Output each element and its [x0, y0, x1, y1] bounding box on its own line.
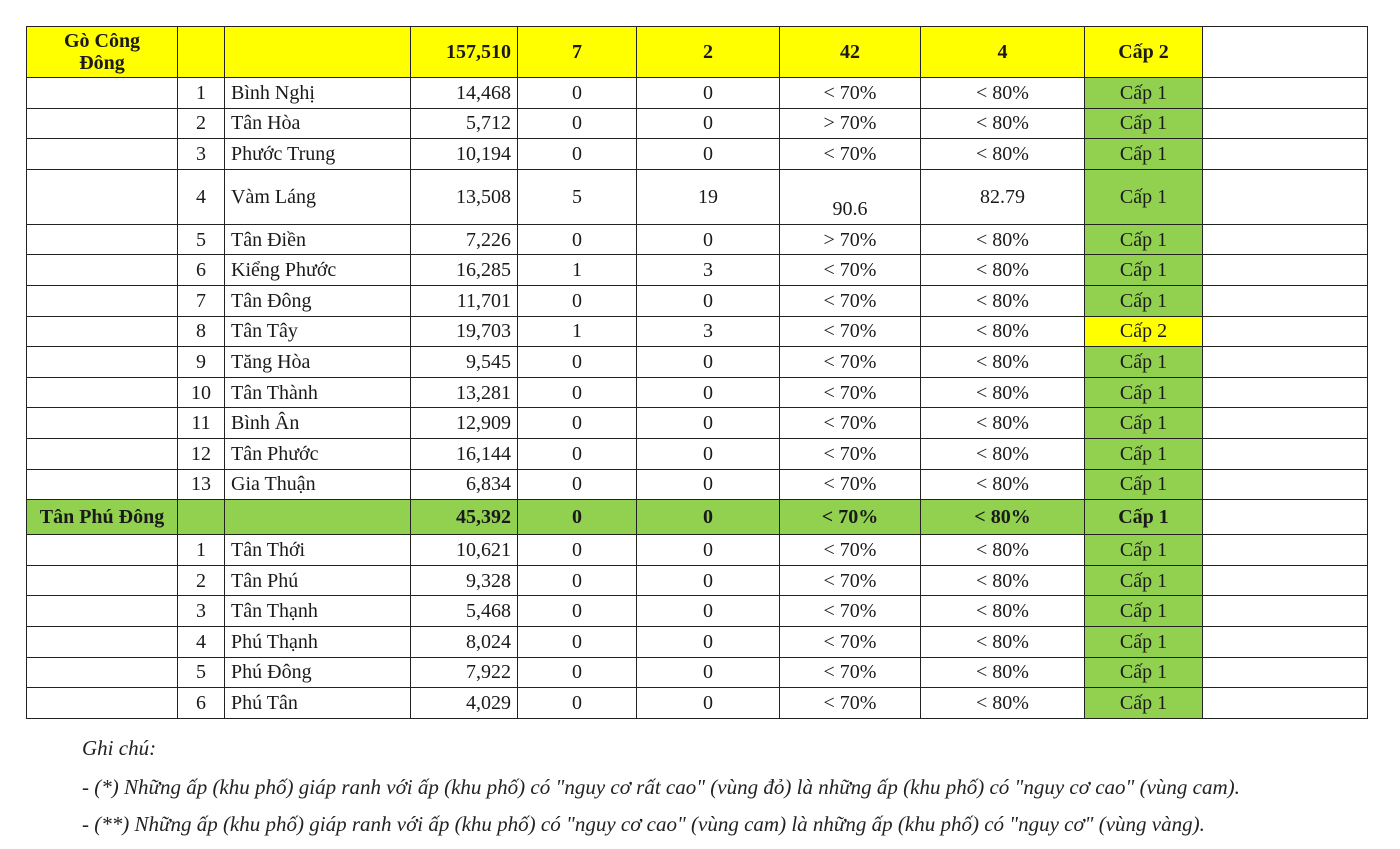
ward-level: Cấp 1 [1085, 108, 1203, 139]
ward-population: 16,285 [411, 255, 518, 286]
ward-c4: 0 [518, 108, 637, 139]
ward-c7: < 80% [921, 285, 1085, 316]
ward-population: 13,508 [411, 169, 518, 224]
ward-level: Cấp 1 [1085, 438, 1203, 469]
ward-name: Phú Đông [225, 657, 411, 688]
empty-district-cell [27, 535, 178, 566]
ward-name: Tân Phước [225, 438, 411, 469]
ward-extra-cell [1203, 108, 1368, 139]
ward-c6: < 70% [780, 565, 921, 596]
ward-c5: 19 [637, 169, 780, 224]
row-number: 5 [178, 224, 225, 255]
ward-c4: 0 [518, 688, 637, 719]
table-row [27, 255, 1368, 286]
ward-c5: 0 [637, 596, 780, 627]
empty-district-cell [27, 438, 178, 469]
district-c6: 42 [780, 27, 921, 78]
district-row [27, 27, 1368, 78]
ward-c4: 0 [518, 139, 637, 170]
ward-c7: < 80% [921, 565, 1085, 596]
district-c7: < 80% [921, 500, 1085, 535]
ward-c7: < 80% [921, 408, 1085, 439]
ward-name: Bình Nghị [225, 78, 411, 109]
ward-level: Cấp 1 [1085, 626, 1203, 657]
ward-level: Cấp 1 [1085, 408, 1203, 439]
ward-c5: 0 [637, 688, 780, 719]
district-population: 157,510 [411, 27, 518, 78]
ward-c5: 0 [637, 438, 780, 469]
ward-level: Cấp 1 [1085, 657, 1203, 688]
ward-c6: < 70% [780, 688, 921, 719]
table-row [27, 688, 1368, 719]
ward-c6: < 70% [780, 596, 921, 627]
district-c4: 7 [518, 27, 637, 78]
ward-extra-cell [1203, 408, 1368, 439]
empty-district-cell [27, 285, 178, 316]
ward-name: Vàm Láng [225, 169, 411, 224]
ward-level: Cấp 1 [1085, 565, 1203, 596]
ward-name: Tân Đông [225, 285, 411, 316]
empty-district-cell [27, 688, 178, 719]
district-extra-cell [1203, 27, 1368, 78]
table-row [27, 139, 1368, 170]
ward-c4: 0 [518, 469, 637, 500]
ward-c7: < 80% [921, 626, 1085, 657]
note-line-1: - (*) Những ấp (khu phố) giáp ranh với ấp (khu phố) có "nguy cơ rất cao" (vùng đỏ) là những ấp (khu phố) có "nguy cơ cao" (vùng cam). [82, 775, 1240, 799]
notes-section [82, 736, 1240, 849]
ward-name: Tăng Hòa [225, 347, 411, 378]
ward-level: Cấp 1 [1085, 255, 1203, 286]
ward-population: 10,621 [411, 535, 518, 566]
ward-c7: 82.79 [921, 169, 1085, 224]
row-number: 1 [178, 78, 225, 109]
ward-extra-cell [1203, 169, 1368, 224]
ward-c4: 1 [518, 255, 637, 286]
row-number: 2 [178, 108, 225, 139]
ward-c5: 0 [637, 377, 780, 408]
row-number: 13 [178, 469, 225, 500]
district-population: 45,392 [411, 500, 518, 535]
row-number: 6 [178, 688, 225, 719]
ward-c4: 0 [518, 565, 637, 596]
ward-name: Tân Thành [225, 377, 411, 408]
district-ward-cell [225, 500, 411, 535]
ward-extra-cell [1203, 438, 1368, 469]
ward-c6: < 70% [780, 408, 921, 439]
ward-c7: < 80% [921, 139, 1085, 170]
table-row [27, 224, 1368, 255]
ward-c5: 0 [637, 565, 780, 596]
table-row [27, 347, 1368, 378]
table-row [27, 377, 1368, 408]
ward-extra-cell [1203, 316, 1368, 347]
ward-c4: 0 [518, 657, 637, 688]
ward-name: Phú Thạnh [225, 626, 411, 657]
ward-population: 6,834 [411, 469, 518, 500]
table-row [27, 169, 1368, 224]
ward-population: 11,701 [411, 285, 518, 316]
district-extra-cell [1203, 500, 1368, 535]
ward-c6: < 70% [780, 347, 921, 378]
ward-c7: < 80% [921, 316, 1085, 347]
ward-c5: 0 [637, 535, 780, 566]
ward-c4: 0 [518, 596, 637, 627]
note-line-2: - (**) Những ấp (khu phố) giáp ranh với ấp (khu phố) có "nguy cơ cao" (vùng cam) là những ấp (khu phố) có "nguy cơ" (vùng vàng). [82, 812, 1205, 836]
ward-c7: < 80% [921, 688, 1085, 719]
ward-extra-cell [1203, 565, 1368, 596]
ward-c4: 0 [518, 535, 637, 566]
ward-c5: 0 [637, 469, 780, 500]
ward-extra-cell [1203, 255, 1368, 286]
ward-extra-cell [1203, 78, 1368, 109]
ward-extra-cell [1203, 469, 1368, 500]
ward-c5: 0 [637, 139, 780, 170]
ward-c5: 0 [637, 657, 780, 688]
ward-extra-cell [1203, 139, 1368, 170]
row-number: 11 [178, 408, 225, 439]
ward-name: Tân Điền [225, 224, 411, 255]
ward-population: 4,029 [411, 688, 518, 719]
ward-c6: < 70% [780, 535, 921, 566]
ward-population: 13,281 [411, 377, 518, 408]
risk-level-table [26, 26, 1368, 719]
ward-c6: < 70% [780, 657, 921, 688]
ward-level: Cấp 2 [1085, 316, 1203, 347]
ward-population: 8,024 [411, 626, 518, 657]
ward-population: 10,194 [411, 139, 518, 170]
table-row [27, 469, 1368, 500]
ward-c7: < 80% [921, 535, 1085, 566]
empty-district-cell [27, 596, 178, 627]
ward-c5: 0 [637, 108, 780, 139]
ward-population: 9,328 [411, 565, 518, 596]
ward-c5: 3 [637, 255, 780, 286]
row-number: 12 [178, 438, 225, 469]
ward-extra-cell [1203, 285, 1368, 316]
ward-c6: < 70% [780, 255, 921, 286]
ward-extra-cell [1203, 657, 1368, 688]
ward-population: 9,545 [411, 347, 518, 378]
ward-name: Tân Tây [225, 316, 411, 347]
district-c7: 4 [921, 27, 1085, 78]
ward-c5: 0 [637, 285, 780, 316]
ward-name: Gia Thuận [225, 469, 411, 500]
table-row [27, 78, 1368, 109]
ward-c4: 0 [518, 626, 637, 657]
row-number: 10 [178, 377, 225, 408]
ward-name: Bình Ân [225, 408, 411, 439]
empty-district-cell [27, 169, 178, 224]
ward-extra-cell [1203, 596, 1368, 627]
ward-level: Cấp 1 [1085, 377, 1203, 408]
ward-c7: < 80% [921, 78, 1085, 109]
table-row [27, 285, 1368, 316]
district-c6: < 70% [780, 500, 921, 535]
ward-name: Tân Phú [225, 565, 411, 596]
table-row [27, 316, 1368, 347]
ward-level: Cấp 1 [1085, 688, 1203, 719]
table-body [27, 27, 1368, 719]
table-row [27, 535, 1368, 566]
ward-name: Tân Thới [225, 535, 411, 566]
district-level: Cấp 1 [1085, 500, 1203, 535]
ward-name: Phú Tân [225, 688, 411, 719]
table-row [27, 626, 1368, 657]
ward-population: 14,468 [411, 78, 518, 109]
ward-c6: > 70% [780, 224, 921, 255]
ward-c7: < 80% [921, 469, 1085, 500]
ward-c6: < 70% [780, 469, 921, 500]
ward-c5: 3 [637, 316, 780, 347]
row-number: 3 [178, 596, 225, 627]
empty-district-cell [27, 565, 178, 596]
empty-district-cell [27, 255, 178, 286]
ward-c6: < 70% [780, 139, 921, 170]
ward-level: Cấp 1 [1085, 596, 1203, 627]
ward-population: 16,144 [411, 438, 518, 469]
ward-c4: 5 [518, 169, 637, 224]
table-row [27, 657, 1368, 688]
district-row [27, 500, 1368, 535]
ward-c6: < 70% [780, 438, 921, 469]
ward-population: 12,909 [411, 408, 518, 439]
empty-district-cell [27, 377, 178, 408]
row-number: 4 [178, 626, 225, 657]
table-row [27, 438, 1368, 469]
ward-c4: 0 [518, 224, 637, 255]
ward-c6: < 70% [780, 626, 921, 657]
ward-c7: < 80% [921, 347, 1085, 378]
district-no-cell [178, 27, 225, 78]
ward-c5: 0 [637, 408, 780, 439]
ward-c7: < 80% [921, 224, 1085, 255]
ward-level: Cấp 1 [1085, 347, 1203, 378]
empty-district-cell [27, 224, 178, 255]
ward-c4: 0 [518, 438, 637, 469]
empty-district-cell [27, 78, 178, 109]
ward-c4: 0 [518, 78, 637, 109]
row-number: 9 [178, 347, 225, 378]
district-ward-cell [225, 27, 411, 78]
ward-name: Tân Hòa [225, 108, 411, 139]
ward-extra-cell [1203, 224, 1368, 255]
row-number: 4 [178, 169, 225, 224]
ward-c4: 0 [518, 285, 637, 316]
ward-population: 5,712 [411, 108, 518, 139]
ward-name: Tân Thạnh [225, 596, 411, 627]
ward-c4: 1 [518, 316, 637, 347]
empty-district-cell [27, 316, 178, 347]
ward-extra-cell [1203, 688, 1368, 719]
ward-level: Cấp 1 [1085, 285, 1203, 316]
district-c5: 0 [637, 500, 780, 535]
empty-district-cell [27, 139, 178, 170]
ward-c6: < 70% [780, 285, 921, 316]
table-row [27, 565, 1368, 596]
ward-c5: 0 [637, 626, 780, 657]
row-number: 2 [178, 565, 225, 596]
district-name: Gò Công Đông [27, 27, 178, 78]
row-number: 5 [178, 657, 225, 688]
district-no-cell [178, 500, 225, 535]
district-level: Cấp 2 [1085, 27, 1203, 78]
ward-c4: 0 [518, 408, 637, 439]
ward-level: Cấp 1 [1085, 169, 1203, 224]
ward-population: 19,703 [411, 316, 518, 347]
empty-district-cell [27, 408, 178, 439]
ward-population: 7,226 [411, 224, 518, 255]
ward-c6: < 70% [780, 78, 921, 109]
ward-c5: 0 [637, 224, 780, 255]
ward-c6: < 70% [780, 316, 921, 347]
ward-c6: 90.6 [780, 169, 921, 224]
empty-district-cell [27, 469, 178, 500]
ward-c6: > 70% [780, 108, 921, 139]
table-row [27, 408, 1368, 439]
empty-district-cell [27, 626, 178, 657]
ward-level: Cấp 1 [1085, 224, 1203, 255]
ward-level: Cấp 1 [1085, 535, 1203, 566]
ward-level: Cấp 1 [1085, 139, 1203, 170]
ward-extra-cell [1203, 347, 1368, 378]
ward-level: Cấp 1 [1085, 469, 1203, 500]
ward-c7: < 80% [921, 596, 1085, 627]
empty-district-cell [27, 657, 178, 688]
ward-c5: 0 [637, 78, 780, 109]
row-number: 3 [178, 139, 225, 170]
ward-name: Phước Trung [225, 139, 411, 170]
ward-c4: 0 [518, 347, 637, 378]
table-row [27, 108, 1368, 139]
district-name: Tân Phú Đông [27, 500, 178, 535]
ward-extra-cell [1203, 626, 1368, 657]
ward-c7: < 80% [921, 438, 1085, 469]
row-number: 1 [178, 535, 225, 566]
ward-c7: < 80% [921, 108, 1085, 139]
ward-population: 5,468 [411, 596, 518, 627]
empty-district-cell [27, 347, 178, 378]
notes-title: Ghi chú: [82, 736, 157, 760]
district-c5: 2 [637, 27, 780, 78]
ward-c7: < 80% [921, 255, 1085, 286]
ward-population: 7,922 [411, 657, 518, 688]
ward-c6: < 70% [780, 377, 921, 408]
ward-c5: 0 [637, 347, 780, 378]
row-number: 7 [178, 285, 225, 316]
district-c4: 0 [518, 500, 637, 535]
row-number: 8 [178, 316, 225, 347]
ward-c7: < 80% [921, 657, 1085, 688]
ward-name: Kiểng Phước [225, 255, 411, 286]
table-row [27, 596, 1368, 627]
ward-level: Cấp 1 [1085, 78, 1203, 109]
ward-extra-cell [1203, 535, 1368, 566]
ward-c7: < 80% [921, 377, 1085, 408]
row-number: 6 [178, 255, 225, 286]
ward-c4: 0 [518, 377, 637, 408]
empty-district-cell [27, 108, 178, 139]
ward-extra-cell [1203, 377, 1368, 408]
